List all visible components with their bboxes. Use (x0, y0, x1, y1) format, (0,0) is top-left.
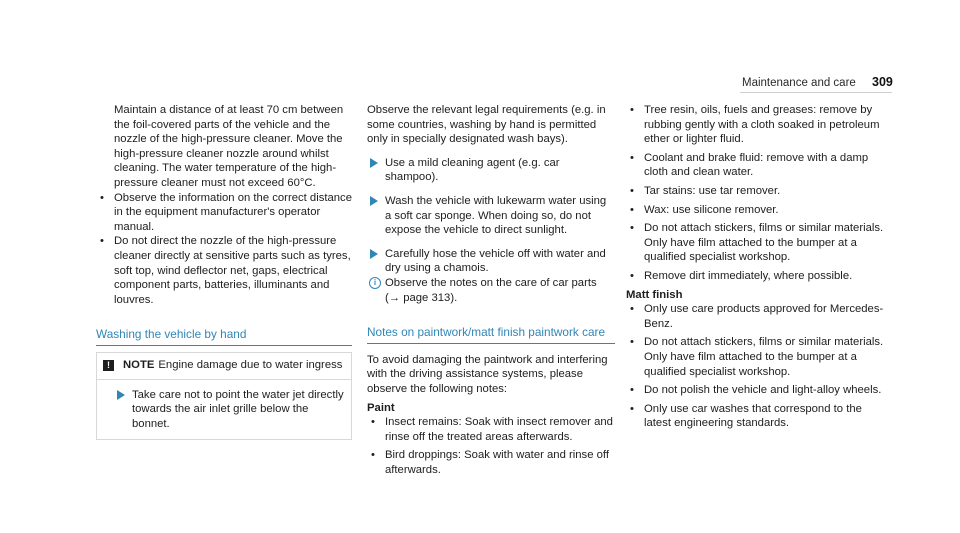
paint-subtitle: Paint (367, 401, 395, 414)
info-icon: i (369, 277, 381, 289)
page-reference-link[interactable]: (→ page 313). (385, 291, 458, 304)
list-item: • Observe the information on the correct distance in the equipment manufacturer's operator manual. (100, 191, 352, 233)
arrow-icon (117, 390, 125, 400)
list-item: • Do not direct the nozzle of the high-pressure cleaner directly at sensitive parts such as tyres, soft top, wind deflector net, gaps, electrical component parts, batteries, illuminants and louvres. (100, 235, 351, 306)
arrow-icon (370, 158, 378, 168)
warning-icon: ! (103, 360, 114, 371)
step-item: Carefully hose the vehicle off with water and dry using a chamois. (367, 247, 615, 276)
note-header (97, 353, 351, 380)
arrow-icon (370, 249, 378, 259)
step-item: Wash the vehicle with lukewarm water using a soft car sponge. When doing so, do not expose the vehicle to direct sunlight. (367, 194, 615, 238)
info-note: i Observe the notes on the care of car parts (→ page 313). (367, 276, 615, 305)
note-label: NOTE (123, 358, 155, 371)
note-box (96, 352, 352, 440)
column-1 (96, 103, 352, 440)
section-title-washing-by-hand: Washing the vehicle by hand (96, 327, 352, 346)
list-item: • Only use car washes that correspond to the latest engineering standards. (630, 402, 862, 430)
list-item: • Do not attach stickers, films or similar materials. Only have film attached to the bumper at a qualified specialist workshop. (630, 336, 884, 378)
arrow-icon (370, 196, 378, 206)
legal-paragraph: Observe the relevant legal requirements (e.g. in some countries, washing by hand is permitted only in specially designated wash bays). (367, 104, 606, 146)
matt-finish-subtitle: Matt finish (626, 288, 683, 301)
list-item: • Coolant and brake fluid: remove with a damp cloth and clean water. (630, 151, 869, 179)
paintwork-paragraph: To avoid damaging the paintwork and interfering with the driving assistance systems, please observe the following notes: (367, 353, 608, 395)
list-item: • Do not polish the vehicle and light-alloy wheels. (630, 384, 882, 397)
page-number: 309 (872, 75, 893, 89)
step-item: Take care not to point the water jet directly towards the air inlet grille below the bonnet. (97, 388, 345, 432)
list-item: • Insect remains: Soak with insect remover and rinse off the treated areas afterwards. (371, 416, 613, 443)
list-item: • Tar stains: use tar remover. (630, 184, 781, 197)
section-header: Maintenance and care (742, 77, 856, 89)
list-item: • Bird droppings: Soak with water and rinse off afterwards. (371, 449, 609, 476)
column-3 (626, 103, 888, 431)
list-item: • Remove dirt immediately, where possible. (630, 269, 853, 282)
list-item: • Tree resin, oils, fuels and greases: remove by rubbing gently with a cloth soaked in petroleum ether or lighter fluid. (630, 104, 880, 146)
list-item: • Only use care products approved for Mercedes-Benz. (630, 303, 884, 330)
column-2 (367, 103, 615, 477)
section-title-paintwork-care: Notes on paintwork/matt finish paintwork care (367, 325, 615, 344)
list-item: • Wax: use silicone remover. (630, 203, 779, 216)
list-item: • Do not attach stickers, films or similar materials. Only have film attached to the bumper at a qualified specialist workshop. (630, 222, 884, 264)
intro-paragraph: Maintain a distance of at least 70 cm between the foil-covered parts of the vehicle and the nozzle of the high-pressure cleaner. Move the high-pressure cleaner nozzle around whilst cleaning. The water temperature of the high-pressure cleaner must not exceed 60°C. (114, 104, 344, 189)
step-item: Use a mild cleaning agent (e.g. car shampoo). (367, 156, 615, 185)
header-divider (740, 92, 892, 93)
note-text: Engine damage due to water ingress (158, 358, 343, 371)
